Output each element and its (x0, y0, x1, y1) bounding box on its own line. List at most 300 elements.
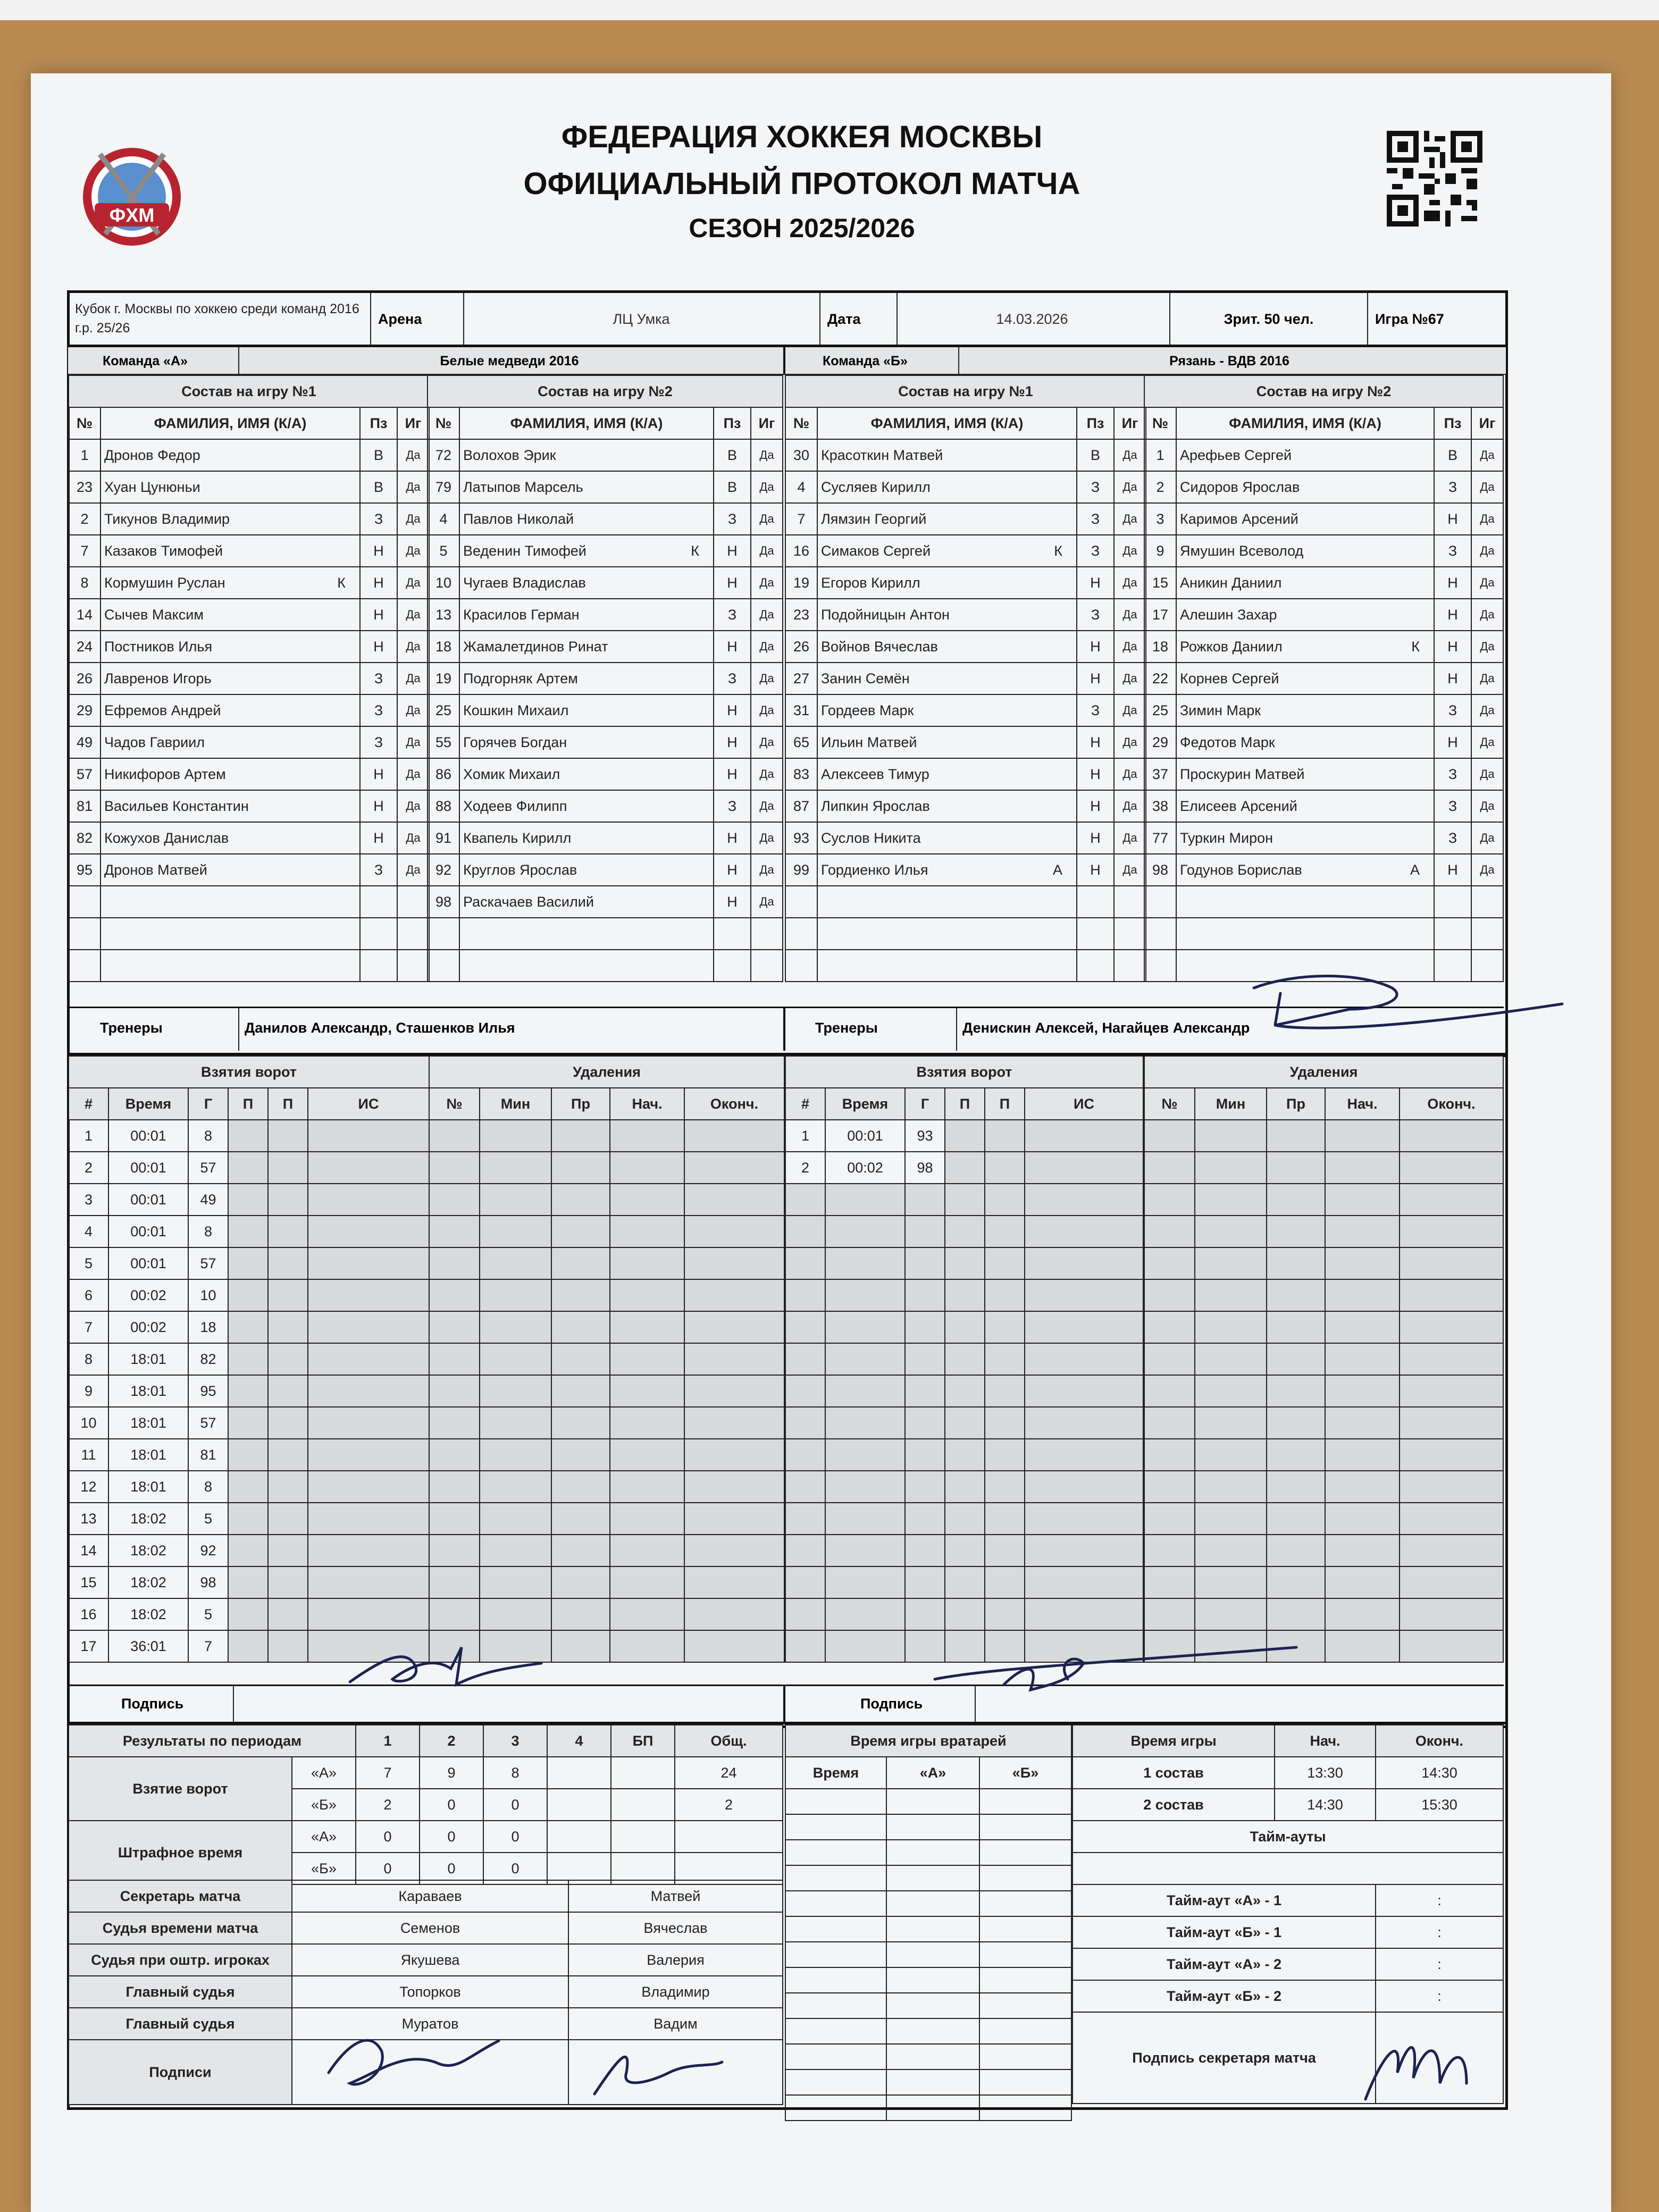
player-played: Да (1471, 535, 1503, 567)
empty-cell (979, 2095, 1071, 2121)
player-name-cell (459, 471, 714, 503)
player-name: Алексеев Тимур (821, 766, 929, 782)
player-position: В (714, 439, 751, 471)
empty-cell (785, 1471, 825, 1503)
player-name: Симаков Сергей (821, 542, 931, 559)
player-number: 23 (785, 599, 817, 631)
empty-cell (945, 1407, 985, 1439)
empty-cell (945, 1598, 985, 1630)
captain-mark: А (1052, 861, 1062, 878)
table-row (69, 1912, 783, 1944)
player-number: 72 (428, 439, 459, 471)
table-row (429, 1152, 784, 1184)
divider (819, 293, 820, 346)
table-row (785, 1814, 1071, 1840)
goal-scorer: 81 (188, 1439, 228, 1471)
table-row (69, 1880, 783, 1912)
player-position: З (1077, 471, 1114, 503)
player-name-cell (459, 758, 714, 790)
table-row (1144, 1184, 1503, 1216)
empty-cell (69, 886, 100, 918)
empty-cell (1400, 1311, 1503, 1343)
empty-cell (1400, 1152, 1503, 1184)
empty-cell (1144, 1535, 1195, 1566)
empty-cell (228, 1216, 268, 1247)
table-row (1144, 694, 1503, 726)
table-row (429, 1503, 784, 1535)
player-name-cell (459, 726, 714, 758)
table-row (429, 1247, 784, 1279)
player-played: Да (1114, 694, 1146, 726)
empty-cell (610, 1598, 684, 1630)
player-name-cell (459, 503, 714, 535)
player-position: Н (714, 726, 751, 758)
empty-cell (1195, 1471, 1267, 1503)
player-number: 13 (428, 599, 459, 631)
empty-cell (1400, 1247, 1503, 1279)
team-a-lineup-1 (68, 375, 430, 982)
empty-cell (825, 1535, 905, 1566)
empty-cell (1077, 918, 1114, 950)
empty-cell (1267, 1503, 1325, 1535)
player-name-cell (100, 535, 360, 567)
player-position: Н (714, 758, 751, 790)
empty-cell (751, 918, 783, 950)
official-last-name: Топорков (292, 1976, 568, 2008)
empty-cell (1267, 1375, 1325, 1407)
title-season: СЕЗОН 2025/2026 (689, 213, 915, 243)
player-name: Дронов Федор (104, 447, 200, 463)
team-a-lineup-2 (427, 375, 783, 982)
player-name-cell (100, 822, 360, 854)
col-index: # (69, 1088, 108, 1120)
table-row (428, 535, 783, 567)
goal-scorer: 98 (905, 1152, 945, 1184)
player-played: Да (751, 439, 783, 471)
empty-cell (1400, 1407, 1503, 1439)
results-row-label: Штрафное время (69, 1821, 292, 1884)
col-name: ФАМИЛИЯ, ИМЯ (К/А) (459, 407, 714, 439)
table-row (429, 1279, 784, 1311)
empty-cell (825, 1343, 905, 1375)
period-value: 24 (675, 1757, 783, 1789)
empty-cell (100, 886, 360, 918)
penalties-caption: Удаления (1144, 1056, 1503, 1088)
empty-cell (684, 1535, 784, 1566)
player-number: 25 (428, 694, 459, 726)
player-name-cell (817, 854, 1077, 886)
table-row (1144, 1407, 1503, 1439)
col-goal: Г (188, 1088, 228, 1120)
table-row (785, 1789, 1071, 1814)
empty-cell (69, 950, 100, 982)
table-row (429, 1375, 784, 1407)
empty-cell (429, 1566, 480, 1598)
empty-cell (985, 1471, 1025, 1503)
empty-cell (1144, 1311, 1195, 1343)
empty-cell (1400, 1216, 1503, 1247)
table-row (69, 2008, 783, 2040)
empty-cell (1025, 1598, 1143, 1630)
empty-cell (1267, 1566, 1325, 1598)
table-row (428, 790, 783, 822)
table-row (785, 471, 1146, 503)
table-row (785, 1216, 1143, 1247)
player-name-cell (817, 726, 1077, 758)
lineup-caption-row (785, 375, 1146, 407)
empty-cell (1400, 1279, 1503, 1311)
goal-index: 1 (785, 1120, 825, 1152)
coaches-row (68, 1007, 1504, 1051)
empty-cell (429, 1343, 480, 1375)
table-row (1073, 1757, 1503, 1789)
empty-cell (945, 1439, 985, 1471)
table-row (69, 599, 429, 631)
period-value (547, 1789, 611, 1821)
empty-cell (1400, 1630, 1503, 1662)
table-row (1144, 1503, 1503, 1535)
logo-text: ФХМ (109, 204, 155, 226)
table-row (428, 758, 783, 790)
player-played: Да (1471, 471, 1503, 503)
empty-cell (360, 950, 397, 982)
table-row (428, 822, 783, 854)
empty-cell (785, 1535, 825, 1566)
col-end: Оконч. (1400, 1088, 1503, 1120)
divider (896, 293, 898, 346)
col-end: Оконч. (1376, 1725, 1503, 1757)
col-index: # (785, 1088, 825, 1120)
empty-cell (551, 1598, 610, 1630)
goal-index: 10 (69, 1407, 108, 1439)
period-value: 9 (420, 1757, 483, 1789)
empty-cell (610, 1375, 684, 1407)
goalie-title-row (785, 1725, 1071, 1757)
date-label: Дата (827, 311, 861, 327)
empty-cell (817, 950, 1077, 982)
player-name: Латыпов Марсель (463, 479, 583, 495)
empty-cell (979, 1814, 1071, 1840)
empty-cell (905, 1311, 945, 1343)
col-situation: ИС (308, 1088, 429, 1120)
player-name: Егоров Кирилл (821, 574, 920, 591)
empty-cell (985, 1407, 1025, 1439)
empty-cell (1025, 1503, 1143, 1535)
title-federation: ФЕДЕРАЦИЯ ХОККЕЯ МОСКВЫ (561, 120, 1043, 154)
player-played: Да (397, 758, 429, 790)
player-name-cell (459, 822, 714, 854)
table-row (69, 1216, 429, 1247)
table-row (429, 1630, 784, 1662)
empty-cell (1144, 1471, 1195, 1503)
empty-cell (785, 1279, 825, 1311)
empty-cell (1325, 1311, 1400, 1343)
table-row (1144, 1120, 1503, 1152)
divider (233, 1686, 234, 1723)
player-number: 17 (1144, 599, 1176, 631)
empty-cell (308, 1216, 429, 1247)
table-row (69, 1598, 429, 1630)
goal-index: 17 (69, 1630, 108, 1662)
player-position: Н (1077, 663, 1114, 694)
empty-cell (1267, 1535, 1325, 1566)
player-position: Н (1077, 790, 1114, 822)
player-number: 83 (785, 758, 817, 790)
player-played: Да (751, 790, 783, 822)
empty-cell (905, 1598, 945, 1630)
empty-cell (308, 1152, 429, 1184)
empty-cell (1325, 1471, 1400, 1503)
empty-cell (551, 1375, 610, 1407)
official-last-name: Караваев (292, 1880, 568, 1912)
player-number: 65 (785, 726, 817, 758)
player-name: Гордеев Марк (821, 702, 914, 718)
goals-caption: Взятия ворот (785, 1056, 1143, 1088)
empty-cell (1144, 1407, 1195, 1439)
official-role: Судья времени матча (69, 1912, 292, 1944)
empty-cell (1025, 1630, 1143, 1662)
empty-cell (684, 1311, 784, 1343)
table-row (785, 1967, 1071, 1993)
empty-cell (684, 1343, 784, 1375)
player-number: 38 (1144, 790, 1176, 822)
player-played: Да (1471, 599, 1503, 631)
spectators: Зрит. 50 чел. (1224, 311, 1314, 327)
arena-label: Арена (378, 311, 422, 327)
player-name: Подойницын Антон (821, 606, 950, 623)
empty-cell (825, 1598, 905, 1630)
empty-cell (985, 1343, 1025, 1375)
empty-cell (268, 1375, 308, 1407)
player-played: Да (751, 726, 783, 758)
empty-cell (684, 1503, 784, 1535)
goal-index: 8 (69, 1343, 108, 1375)
lineup-caption-row (1144, 375, 1503, 407)
col-assist-1: П (228, 1088, 268, 1120)
player-name: Кормушин Руслан (104, 574, 225, 591)
empty-cell (979, 1942, 1071, 1967)
empty-cell (886, 2095, 979, 2121)
table-row (428, 599, 783, 631)
player-position: З (1434, 790, 1471, 822)
col-name: ФАМИЛИЯ, ИМЯ (К/А) (100, 407, 360, 439)
table-row (429, 1120, 784, 1152)
goal-time: 00:01 (108, 1152, 188, 1184)
empty-cell (1400, 1375, 1503, 1407)
officials-table (68, 1880, 783, 2105)
col-number: № (429, 1088, 480, 1120)
empty-cell (1195, 1598, 1267, 1630)
player-name-cell (1176, 854, 1434, 886)
empty-cell (308, 1343, 429, 1375)
timeout-value: : (1376, 1948, 1503, 1980)
player-played: Да (397, 790, 429, 822)
goalie-title: Время игры вратарей (785, 1725, 1071, 1757)
table-row (1144, 631, 1503, 663)
player-number: 8 (69, 567, 100, 599)
empty-cell (1025, 1407, 1143, 1439)
player-name: Федотов Марк (1180, 734, 1275, 750)
player-name-cell (817, 790, 1077, 822)
results-table (68, 1724, 783, 1885)
table-row (785, 567, 1146, 599)
period-value: 7 (356, 1757, 420, 1789)
player-number: 23 (69, 471, 100, 503)
table-row (428, 886, 783, 918)
empty-cell (1267, 1184, 1325, 1216)
goal-scorer: 49 (188, 1184, 228, 1216)
lineup-caption: Состав на игру №2 (1144, 375, 1503, 407)
empty-cell (825, 1216, 905, 1247)
table-row (428, 471, 783, 503)
empty-cell (1267, 1630, 1325, 1662)
player-played: Да (397, 567, 429, 599)
player-name-cell (817, 694, 1077, 726)
empty-cell (1195, 1630, 1267, 1662)
player-played: Да (1114, 567, 1146, 599)
player-played: Да (397, 503, 429, 535)
goal-time: 00:02 (108, 1311, 188, 1343)
empty-cell (480, 1247, 551, 1279)
goal-scorer: 82 (188, 1343, 228, 1375)
player-played: Да (397, 726, 429, 758)
team-a-header (68, 347, 783, 375)
empty-cell (1073, 1853, 1503, 1884)
empty-cell (429, 1247, 480, 1279)
player-position: Н (714, 886, 751, 918)
table-row (1144, 1471, 1503, 1503)
empty-cell (397, 918, 429, 950)
empty-cell (825, 1247, 905, 1279)
col-number: № (428, 407, 459, 439)
player-number: 95 (69, 854, 100, 886)
empty-cell (551, 1471, 610, 1503)
secretary-signature-row (1073, 2012, 1503, 2104)
player-name: Подгорняк Артем (463, 670, 578, 686)
player-played: Да (1114, 503, 1146, 535)
empty-cell (825, 1375, 905, 1407)
table-row (785, 1993, 1071, 2018)
table-row (69, 758, 429, 790)
captain-mark: А (1410, 861, 1420, 878)
player-number: 2 (1144, 471, 1176, 503)
table-row (785, 1916, 1071, 1942)
results-title: Результаты по периодам (69, 1725, 356, 1757)
player-position: З (360, 663, 397, 694)
player-number: 98 (428, 886, 459, 918)
empty-cell (945, 1216, 985, 1247)
team-a-penalties (429, 1055, 785, 1663)
empty-cell (228, 1184, 268, 1216)
empty-cell (610, 1471, 684, 1503)
empty-cell (886, 2044, 979, 2069)
empty-cell (268, 1471, 308, 1503)
empty-cell (1195, 1375, 1267, 1407)
table-row (69, 1375, 429, 1407)
table-row (69, 1503, 429, 1535)
player-position: З (360, 694, 397, 726)
empty-cell (429, 1471, 480, 1503)
empty-cell (785, 1566, 825, 1598)
table-row (69, 471, 429, 503)
empty-cell (684, 1152, 784, 1184)
table-row (69, 822, 429, 854)
player-position: Н (1077, 631, 1114, 663)
player-name: Дронов Матвей (104, 861, 207, 878)
empty-cell (945, 1247, 985, 1279)
team-b-label: Команда «Б» (823, 354, 908, 368)
col-played: Иг (751, 407, 783, 439)
period-results (68, 1724, 783, 1885)
table-row (785, 1566, 1143, 1598)
player-name: Ильин Матвей (821, 734, 917, 750)
player-name: Постников Илья (104, 638, 213, 655)
table-row (69, 918, 429, 950)
player-played: Да (1114, 599, 1146, 631)
player-number: 7 (69, 535, 100, 567)
player-name: Занин Семён (821, 670, 910, 686)
player-name: Красилов Герман (463, 606, 580, 623)
period-value: 0 (483, 1821, 547, 1853)
signature-cell (1376, 2012, 1503, 2104)
empty-cell (1195, 1216, 1267, 1247)
player-number: 2 (69, 503, 100, 535)
player-name-cell (459, 599, 714, 631)
table-row (785, 1942, 1071, 1967)
timeouts-title: Тайм-ауты (1073, 1821, 1503, 1853)
table-row (785, 1471, 1143, 1503)
table-row (69, 1407, 429, 1439)
empty-cell (308, 1279, 429, 1311)
player-played: Да (397, 439, 429, 471)
empty-cell (785, 1789, 886, 1814)
player-played: Да (1471, 726, 1503, 758)
squad-label: 1 состав (1073, 1757, 1275, 1789)
player-number: 7 (785, 503, 817, 535)
player-name-cell (100, 663, 360, 694)
player-name: Сидоров Ярослав (1180, 479, 1300, 495)
empty-cell (100, 918, 360, 950)
col-team-a: «А» (886, 1757, 979, 1789)
empty-cell (1025, 1566, 1143, 1598)
empty-cell (1267, 1407, 1325, 1439)
period-value (611, 1789, 675, 1821)
player-position: Н (714, 822, 751, 854)
empty-cell (785, 2044, 886, 2069)
empty-cell (985, 1311, 1025, 1343)
table-row (69, 1757, 783, 1789)
empty-cell (1025, 1311, 1143, 1343)
player-number: 26 (785, 631, 817, 663)
empty-cell (785, 950, 817, 982)
player-name-cell (100, 854, 360, 886)
empty-cell (268, 1216, 308, 1247)
table-row (785, 599, 1146, 631)
player-name-cell (1176, 439, 1434, 471)
player-position: Н (360, 567, 397, 599)
table-row (429, 1184, 784, 1216)
table-row (69, 1535, 429, 1566)
empty-cell (825, 1407, 905, 1439)
empty-cell (428, 950, 459, 982)
officials (68, 1880, 783, 2105)
goal-time: 00:02 (825, 1152, 905, 1184)
player-position: Н (360, 631, 397, 663)
table-row (1144, 726, 1503, 758)
player-number: 5 (428, 535, 459, 567)
player-number: 3 (1144, 503, 1176, 535)
goal-index: 1 (69, 1120, 108, 1152)
